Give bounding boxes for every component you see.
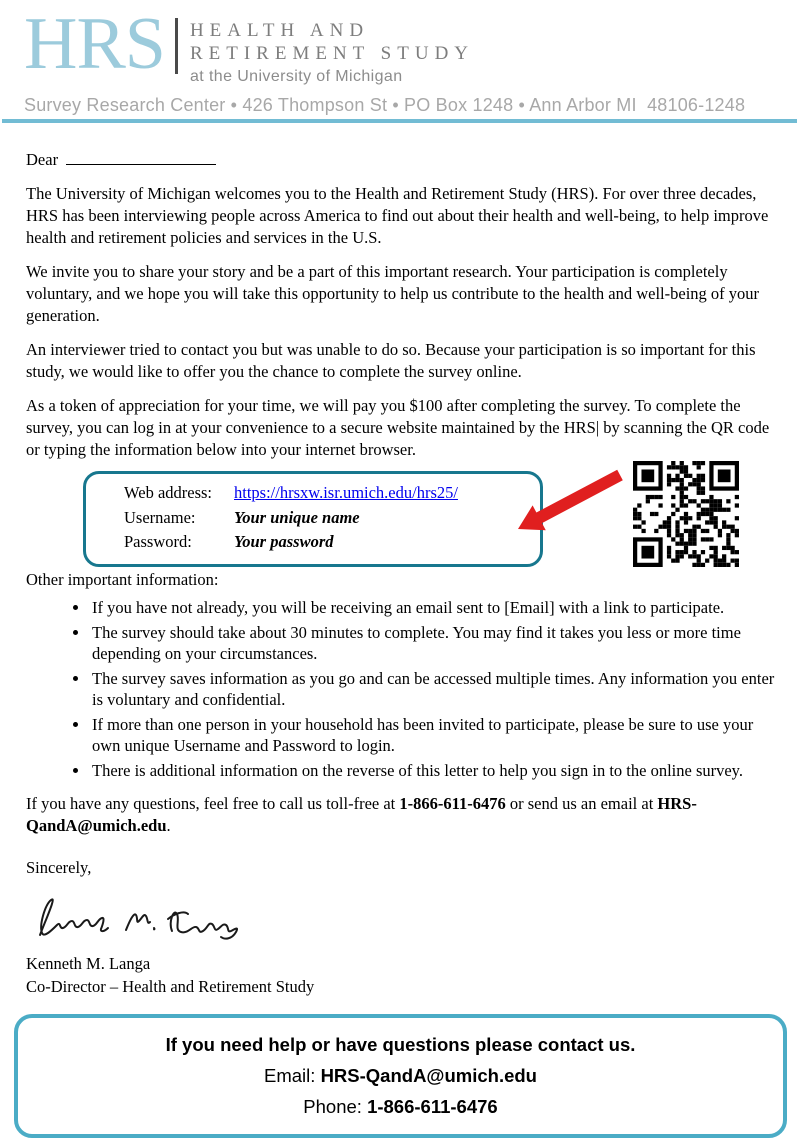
return-address: Survey Research Center • 426 Thompson St • PO Box 1248 • Ann Arbor MI 48106-1248 (24, 95, 746, 116)
list-item: • There is additional information on the reverse of this letter to help you sign in to the online survey. (90, 760, 775, 781)
closing-line: Sincerely, (26, 858, 92, 878)
password-label: Password: (124, 532, 192, 552)
qr-code-image (633, 461, 739, 567)
questions-text-1: If you have any questions, feel free to call us toll-free at (26, 794, 400, 814)
toll-free-phone: 1-866-611-6476 (399, 794, 506, 814)
salutation-line (26, 149, 775, 171)
list-item: • The survey saves information as you go and can be accessed multiple times. Any information you enter is voluntary and confidential. (90, 668, 775, 710)
password-value: Your password (234, 532, 334, 552)
header-rule (2, 119, 797, 123)
other-info-heading: Other important information: (26, 570, 219, 590)
username-value: Your unique name (234, 507, 360, 527)
org-line-1: HEALTH AND (189, 20, 370, 41)
letter-body (0, 149, 801, 998)
name-blank-line (66, 149, 216, 165)
credentials-section (26, 463, 775, 565)
credentials-box (83, 471, 543, 566)
questions-text-3: . (166, 816, 171, 836)
list-item: • The survey should take about 30 minutes to complete. You may find it takes you less or more time depending on your circumstances. (90, 622, 775, 664)
web-address-label: Web address: (124, 483, 213, 503)
contact-email: HRS-QandA@umich.edu (26, 794, 697, 836)
org-subtitle: at the University of Michigan (189, 68, 403, 86)
hrs-logo: HRS (24, 3, 165, 85)
org-line-2: RETIREMENT STUDY (189, 43, 475, 65)
signer-name: Kenneth M. Langa (26, 954, 151, 974)
help-phone-line (28, 1096, 773, 1118)
questions-paragraph (26, 793, 775, 837)
signature-image (30, 887, 265, 943)
help-phone-value: 1-866-611-6476 (367, 1095, 498, 1117)
list-item: • If more than one person in your household has been invited to participate, please be sure to use your own unique Username and Password to login. (90, 714, 775, 756)
username-row (124, 506, 518, 530)
paragraph-interviewer: An interviewer tried to contact you but was unable to do so. Because your participation is so important for this study, we would like to offer you the chance to complete the survey online. (26, 340, 756, 382)
other-info-list (26, 597, 775, 781)
salutation-text: Dear (26, 150, 59, 170)
red-arrow-icon (512, 469, 628, 537)
password-row (124, 530, 518, 554)
help-email-line (28, 1065, 773, 1087)
questions-text-2: or send us an email at (505, 794, 658, 814)
logo-divider (175, 18, 178, 74)
web-address-row (124, 481, 518, 505)
paragraph-token: As a token of appreciation for your time, we will pay you $100 after completing the survey. To complete the survey, you can log in at your convenience to a secure website maintained by the HRS| by scanning the QR code or typing the information below into your internet browser. (26, 396, 770, 460)
help-contact-box (14, 1014, 787, 1138)
survey-link[interactable]: https://hrsxw.isr.umich.edu/hrs25/ (234, 483, 458, 503)
letterhead (0, 0, 801, 86)
help-heading: If you need help or have questions please contact us. (165, 1033, 636, 1055)
username-label: Username: (124, 507, 196, 527)
email-label: Email: (264, 1064, 321, 1086)
paragraph-welcome: The University of Michigan welcomes you to the Health and Retirement Study (HRS). For over three decades, HRS has been interviewing people across America to find out about their health and well-being, to help improve health and retirement policies and services in the U.S. (26, 184, 769, 248)
help-email-value: HRS-QandA@umich.edu (320, 1064, 537, 1086)
signer-block (26, 953, 775, 998)
phone-label: Phone: (303, 1095, 368, 1117)
org-name-block (190, 10, 474, 86)
paragraph-invite: We invite you to share your story and be a part of this important research. Your participation is completely voluntary, and we hope you will take this opportunity to help us contribute to the health and well-being of your generation. (26, 262, 760, 326)
list-item: • If you have not already, you will be receiving an email sent to [Email] with a link to participate. (90, 597, 775, 618)
signer-title: Co-Director – Health and Retirement Study (26, 976, 315, 996)
